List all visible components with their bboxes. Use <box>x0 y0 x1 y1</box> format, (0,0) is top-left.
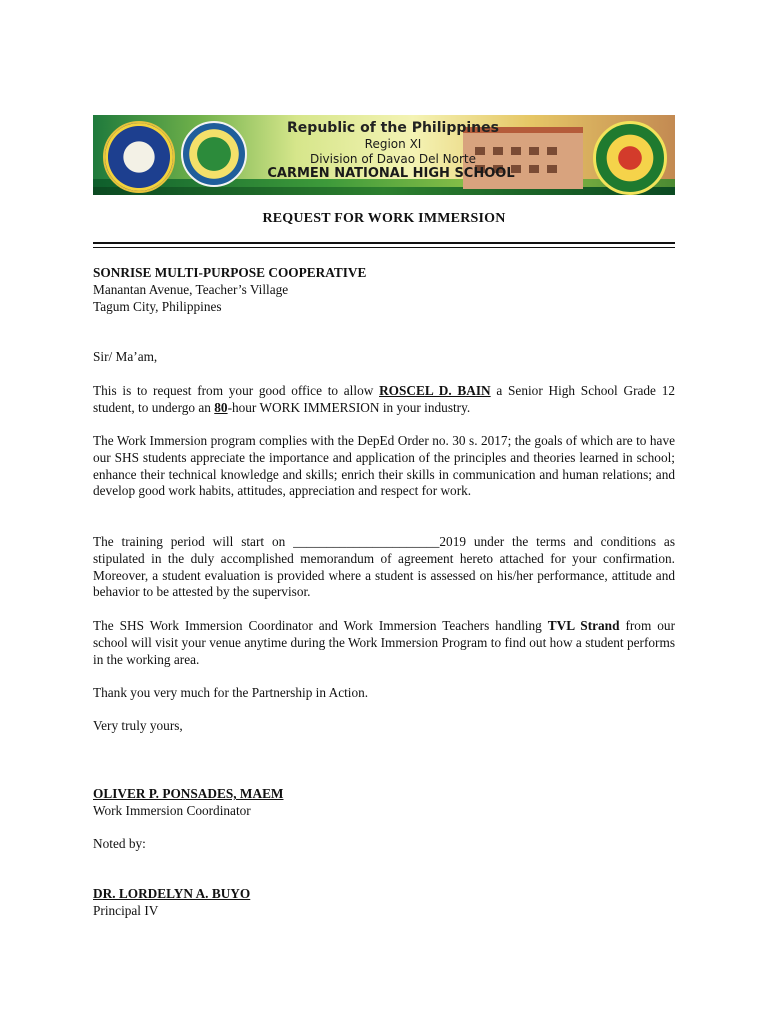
closing: Very truly yours, <box>93 718 183 733</box>
paragraph-text: a Senior High School Grade 12 student, to undergo an <box>93 383 675 415</box>
paragraph-request <box>93 383 675 417</box>
signer-title-coordinator: Work Immersion Coordinator <box>93 803 251 818</box>
paragraph-text: from our school will visit your venue anytime during the Work Immersion Program to find out how a student performs in the working area. <box>93 618 675 667</box>
school-seal-logo <box>593 121 667 195</box>
salutation: Sir/ Ma’am, <box>93 349 158 364</box>
signer-name-principal: DR. LORDELYN A. BUYO <box>93 886 251 901</box>
paragraph-training-period: The training period will start on ______________________2019 under the terms and conditions as stipulated in the duly accomplished memorandum of agreement hereto attached for your confirmation. Moreover, a student evaluation is provided where a student is assessed on his/her performance, attitude and behavior to be attested by the supervisor. <box>93 534 675 600</box>
school-header-banner <box>93 115 675 195</box>
student-name: ROSCEL D. BAIN <box>379 383 491 398</box>
recipient-address-line1: Manantan Avenue, Teacher’s Village <box>93 282 289 297</box>
banner-republic: Republic of the Philippines <box>287 120 499 136</box>
signer-name-coordinator: OLIVER P. PONSADES, MAEM <box>93 786 284 801</box>
signer-title-principal: Principal IV <box>93 903 159 918</box>
banner-stripe-bottom <box>93 187 675 195</box>
paragraph-text: The SHS Work Immersion Coordinator and Work Immersion Teachers handling <box>93 618 548 633</box>
banner-division: Division of Davao Del Norte <box>309 152 477 166</box>
banner-school-name: CARMEN NATIONAL HIGH SCHOOL <box>267 166 515 181</box>
deped-seal-logo <box>103 121 175 193</box>
recipient-address-line2: Tagum City, Philippines <box>93 299 222 314</box>
paragraph-visit <box>93 618 675 668</box>
banner-region: Region XI <box>364 137 422 151</box>
title-divider <box>93 242 675 244</box>
letter-title: REQUEST FOR WORK IMMERSION <box>262 211 506 226</box>
paragraph-program: The Work Immersion program complies with the DepEd Order no. 30 s. 2017; the goals of which are to have our SHS students appreciate the importance and application of the principles and theories learned in school; enhance their technical knowledge and skills; enrich their skills in communication and human relations; and develop good work habits, attitudes, appreciation and respect for work. <box>93 433 675 499</box>
noted-by-label: Noted by: <box>93 836 146 851</box>
paragraph-text: This is to request from your good office to allow <box>93 383 380 398</box>
paragraph-thanks: Thank you very much for the Partnership in Action. <box>93 685 369 700</box>
paragraph-text: -hour WORK IMMERSION in your industry. <box>227 399 471 415</box>
recipient-name: SONRISE MULTI-PURPOSE COOPERATIVE <box>93 265 367 280</box>
strand-name: TVL Strand <box>547 618 620 633</box>
immersion-hours: 80 <box>214 399 228 415</box>
title-divider-thin <box>93 247 675 248</box>
